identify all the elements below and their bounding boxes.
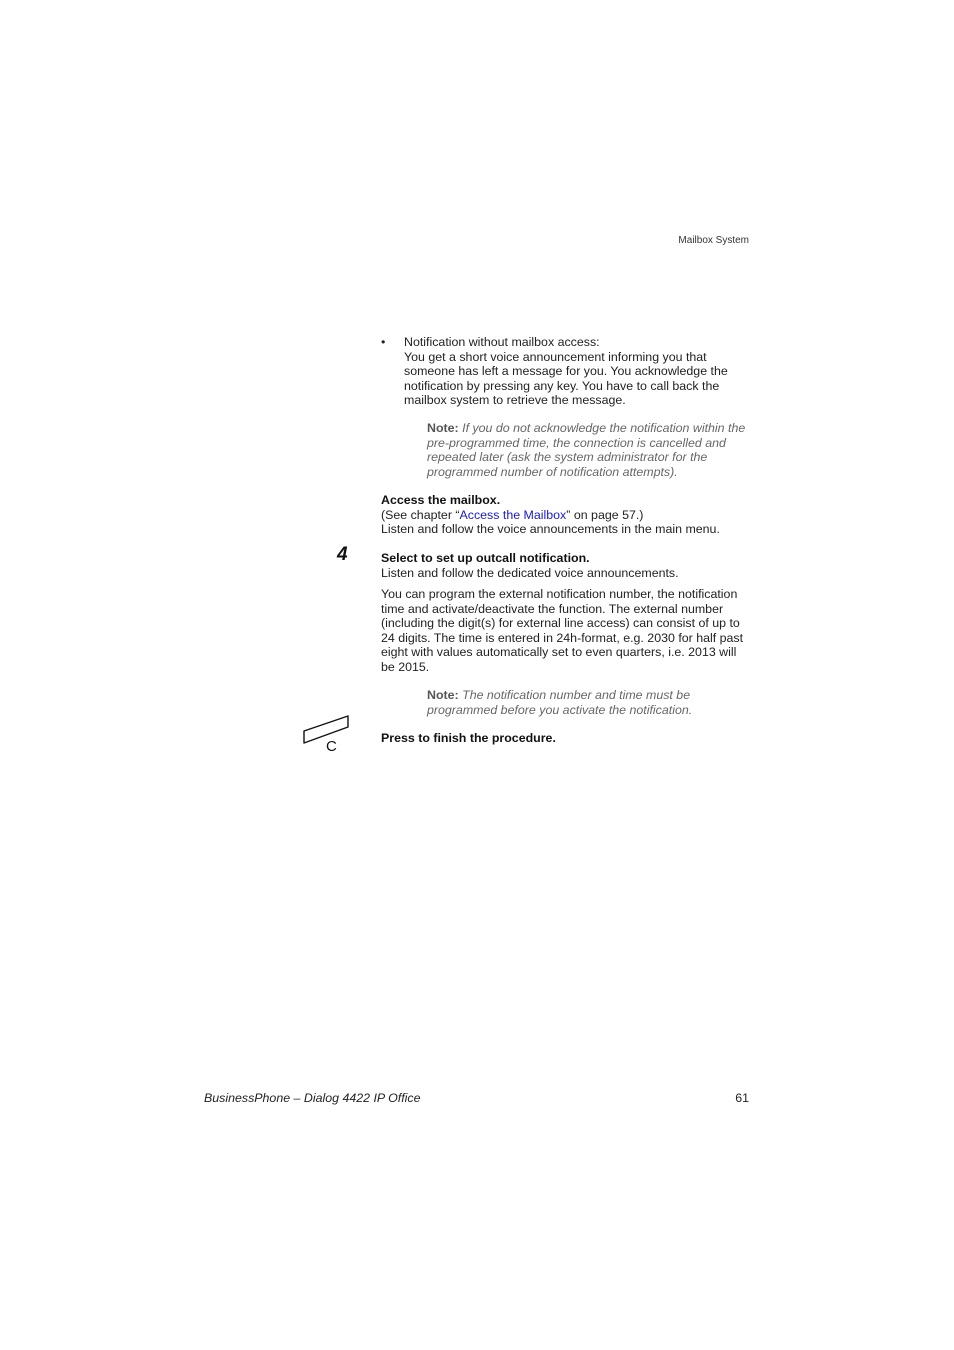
bullet-item-notification xyxy=(404,335,749,408)
access-reference xyxy=(381,508,751,523)
ref-prefix: (See chapter “ xyxy=(381,507,460,522)
note-line: pre-programmed time, the connection is cancelled and xyxy=(427,435,726,450)
paragraph-line: be 2015. xyxy=(381,659,430,674)
paragraph-line: eight with values automatically set to even quarters, i.e. 2013 will xyxy=(381,645,737,659)
access-mailbox-step xyxy=(381,493,751,537)
finish-heading: Press to finish the procedure. xyxy=(381,731,556,745)
outcall-heading: Select to set up outcall notification. xyxy=(381,551,590,565)
clear-key-icon-svg xyxy=(300,712,354,756)
note-label: Note: xyxy=(427,688,459,702)
clear-key-label: C xyxy=(326,738,337,755)
paragraph-line: You can program the external notification number, the notification xyxy=(381,587,738,601)
bullet-line: Notification without mailbox access: xyxy=(404,335,600,349)
note-line: programmed number of notification attempts). xyxy=(427,464,678,479)
finish-step xyxy=(381,731,751,746)
ref-suffix: ” on page 57.) xyxy=(566,507,644,522)
outcall-step xyxy=(381,551,751,580)
note-programming xyxy=(427,688,752,717)
bullet-line: someone has left a message for you. You acknowledge the xyxy=(404,364,728,378)
section-header: Mailbox System xyxy=(678,235,749,246)
external-number-paragraph xyxy=(381,587,751,674)
note-first-line xyxy=(427,688,752,703)
note-acknowledge xyxy=(427,421,752,479)
access-heading: Access the mailbox. xyxy=(381,493,501,507)
paragraph-line: 24 digits. The time is entered in 24h-format, e.g. 2030 for half past xyxy=(381,630,744,645)
footer-title: BusinessPhone – Dialog 4422 IP Office xyxy=(204,1091,421,1105)
note-text: If you do not acknowledge the notification within the xyxy=(462,421,746,435)
bullet-line: You get a short voice announcement informing you that xyxy=(404,349,707,364)
paragraph-line: (including the digit(s) for external line access) can consist of up to xyxy=(381,616,740,630)
note-line: programmed before you activate the notification. xyxy=(427,702,693,717)
page-number: 61 xyxy=(735,1091,749,1105)
outcall-instruction: Listen and follow the dedicated voice announcements. xyxy=(381,565,679,580)
note-text: The notification number and time must be xyxy=(462,688,691,702)
access-instruction: Listen and follow the voice announcements in the main menu. xyxy=(381,522,720,536)
bullet-line: mailbox system to retrieve the message. xyxy=(404,393,626,407)
clear-key-icon xyxy=(300,712,354,756)
note-line: repeated later (ask the system administrator for the xyxy=(427,450,708,464)
step-number-4: 4 xyxy=(337,544,348,565)
access-mailbox-link[interactable]: Access the Mailbox xyxy=(459,507,567,522)
paragraph-line: time and activate/deactivate the function. The external number xyxy=(381,601,724,616)
bullet-line: notification by pressing any key. You have to call back the xyxy=(404,378,720,393)
note-label: Note: xyxy=(427,421,459,435)
bullet-symbol: • xyxy=(381,335,386,349)
note-first-line xyxy=(427,421,752,436)
